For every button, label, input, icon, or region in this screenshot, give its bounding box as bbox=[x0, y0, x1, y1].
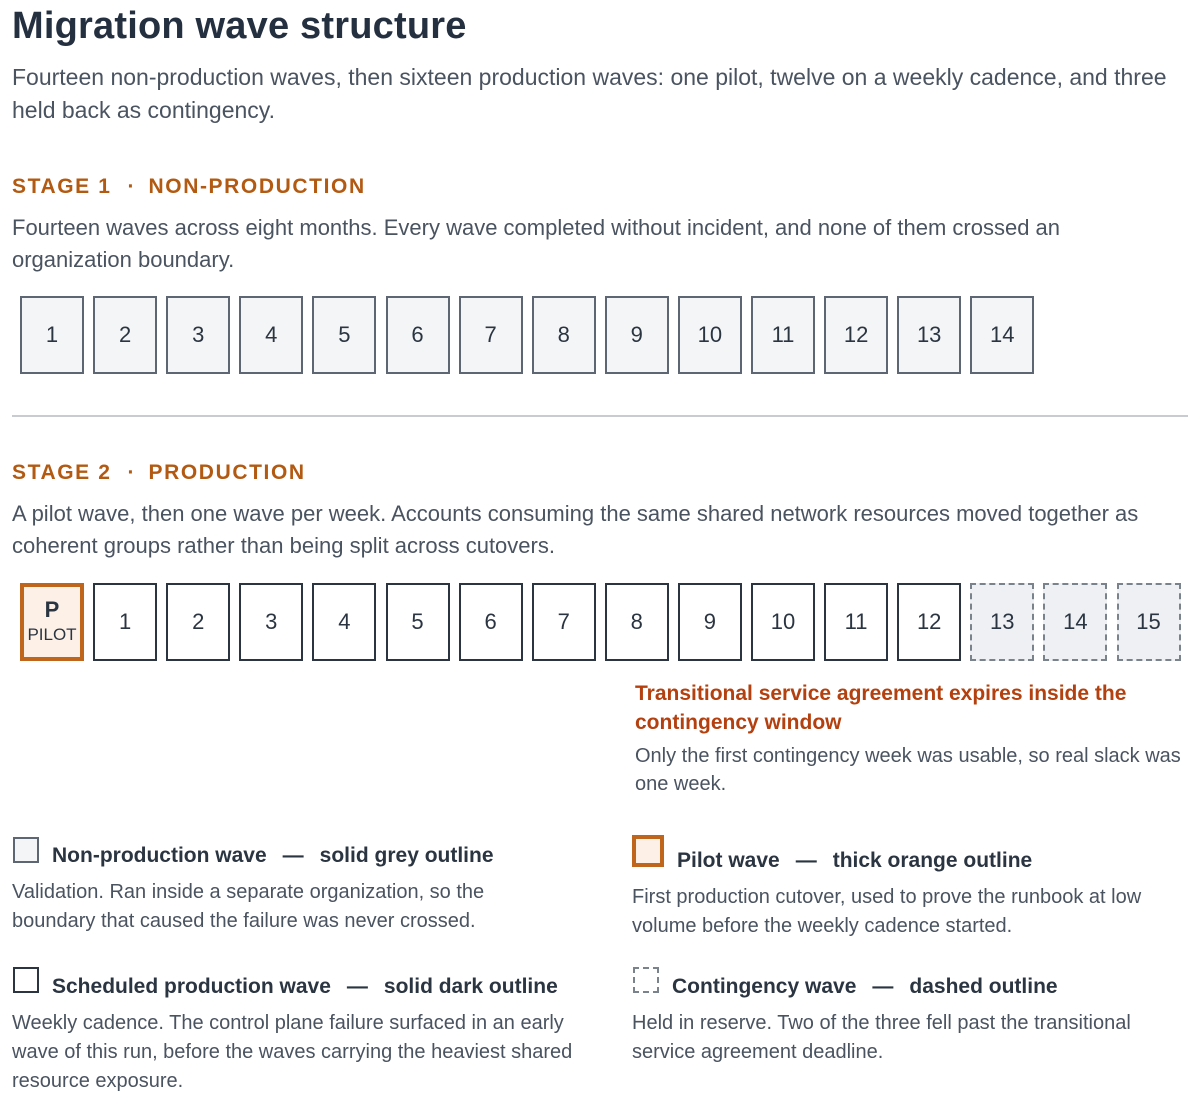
stage2-description: A pilot wave, then one wave per week. Accounts consuming the same shared network resources moved together as coherent groups rather than being split across cutovers. bbox=[12, 501, 1139, 558]
legend-dash: — bbox=[282, 844, 304, 867]
non-production-wave-box: 10 bbox=[678, 296, 742, 374]
legend-pilot-heading bbox=[677, 847, 1032, 875]
legend-contingency-style: dashed outline bbox=[909, 975, 1058, 998]
contingency-wave-box: 14 bbox=[1043, 583, 1107, 661]
legend-dash: — bbox=[872, 975, 894, 998]
scheduled-wave-box: 4 bbox=[312, 583, 376, 661]
stage2-label: STAGE 2 bbox=[12, 461, 112, 484]
annotation-body: Only the first contingency week was usable, so real slack was one week. bbox=[635, 745, 1181, 795]
non-production-wave-box: 13 bbox=[897, 296, 961, 374]
legend-scheduled-name: Scheduled production wave bbox=[52, 975, 331, 998]
legend-non-production-name: Non-production wave bbox=[52, 844, 267, 867]
non-production-wave-box: 3 bbox=[166, 296, 230, 374]
scheduled-wave-box: 9 bbox=[678, 583, 742, 661]
stage2-heading bbox=[12, 459, 306, 487]
contingency-wave-box: 15 bbox=[1117, 583, 1181, 661]
scheduled-wave-box: 10 bbox=[751, 583, 815, 661]
non-production-wave-box: 11 bbox=[751, 296, 815, 374]
stage1-separator: · bbox=[127, 175, 135, 198]
non-production-wave-box: 1 bbox=[20, 296, 84, 374]
legend-contingency-swatch bbox=[633, 967, 659, 993]
stage1-description: Fourteen waves across eight months. Every wave completed without incident, and none of them crossed an organization boundary. bbox=[12, 215, 1061, 272]
scheduled-wave-box: 1 bbox=[93, 583, 157, 661]
page-title: Migration wave structure bbox=[12, 5, 467, 47]
annotation-title: Transitional service agreement expires inside the contingency window bbox=[635, 682, 1127, 734]
legend-scheduled-heading bbox=[52, 973, 558, 1001]
contingency-wave-box: 13 bbox=[970, 583, 1034, 661]
non-production-wave-box: 6 bbox=[386, 296, 450, 374]
stage2-separator: · bbox=[127, 461, 135, 484]
non-production-wave-box: 7 bbox=[459, 296, 523, 374]
scheduled-wave-box: 3 bbox=[239, 583, 303, 661]
non-production-wave-box: 12 bbox=[824, 296, 888, 374]
non-production-wave-box: 14 bbox=[970, 296, 1034, 374]
scheduled-wave-box: 12 bbox=[897, 583, 961, 661]
scheduled-wave-box: 7 bbox=[532, 583, 596, 661]
stage1-name: NON-PRODUCTION bbox=[148, 175, 366, 198]
legend-scheduled-swatch bbox=[13, 967, 39, 993]
legend-scheduled-style: solid dark outline bbox=[383, 975, 558, 998]
stage1-label: STAGE 1 bbox=[12, 175, 112, 198]
legend-non-production-style: solid grey outline bbox=[319, 844, 494, 867]
scheduled-wave-box: 6 bbox=[459, 583, 523, 661]
pilot-letter: P bbox=[44, 597, 60, 622]
scheduled-wave-box: 11 bbox=[824, 583, 888, 661]
scheduled-wave-box: 2 bbox=[166, 583, 230, 661]
non-production-wave-box: 8 bbox=[532, 296, 596, 374]
non-production-wave-box: 5 bbox=[312, 296, 376, 374]
legend-dash: — bbox=[346, 975, 368, 998]
legend-pilot-style: thick orange outline bbox=[832, 849, 1033, 872]
legend-pilot-description: First production cutover, used to prove the runbook at low volume before the weekly cadence started. bbox=[632, 886, 1142, 937]
legend-non-production-heading bbox=[52, 842, 494, 870]
legend-dash: — bbox=[795, 849, 817, 872]
page-subtitle: Fourteen non-production waves, then sixteen production waves: one pilot, twelve on a weekly cadence, and three held back as contingency. bbox=[12, 64, 1167, 123]
scheduled-wave-box: 8 bbox=[605, 583, 669, 661]
stage2-name: PRODUCTION bbox=[148, 461, 306, 484]
stage1-heading bbox=[12, 173, 366, 201]
non-production-wave-box: 4 bbox=[239, 296, 303, 374]
legend-contingency-heading bbox=[672, 973, 1058, 1001]
legend-non-production-swatch bbox=[13, 837, 39, 863]
non-production-wave-box: 9 bbox=[605, 296, 669, 374]
legend-contingency-name: Contingency wave bbox=[672, 975, 857, 998]
legend-pilot-name: Pilot wave bbox=[677, 849, 780, 872]
non-production-wave-box: 2 bbox=[93, 296, 157, 374]
stage-divider bbox=[12, 415, 1188, 417]
scheduled-wave-box: 5 bbox=[386, 583, 450, 661]
pilot-label: PILOT bbox=[27, 625, 77, 644]
legend-scheduled-description: Weekly cadence. The control plane failure surfaced in an early wave of this run, before the waves carrying the heaviest shared resource exposure. bbox=[12, 1012, 573, 1092]
pilot-wave-box bbox=[20, 583, 84, 661]
legend-non-production-description: Validation. Ran inside a separate organization, so the boundary that caused the failure was never crossed. bbox=[12, 881, 485, 932]
legend-contingency-description: Held in reserve. Two of the three fell past the transitional service agreement deadline. bbox=[632, 1012, 1131, 1063]
legend-pilot-swatch bbox=[632, 835, 664, 867]
